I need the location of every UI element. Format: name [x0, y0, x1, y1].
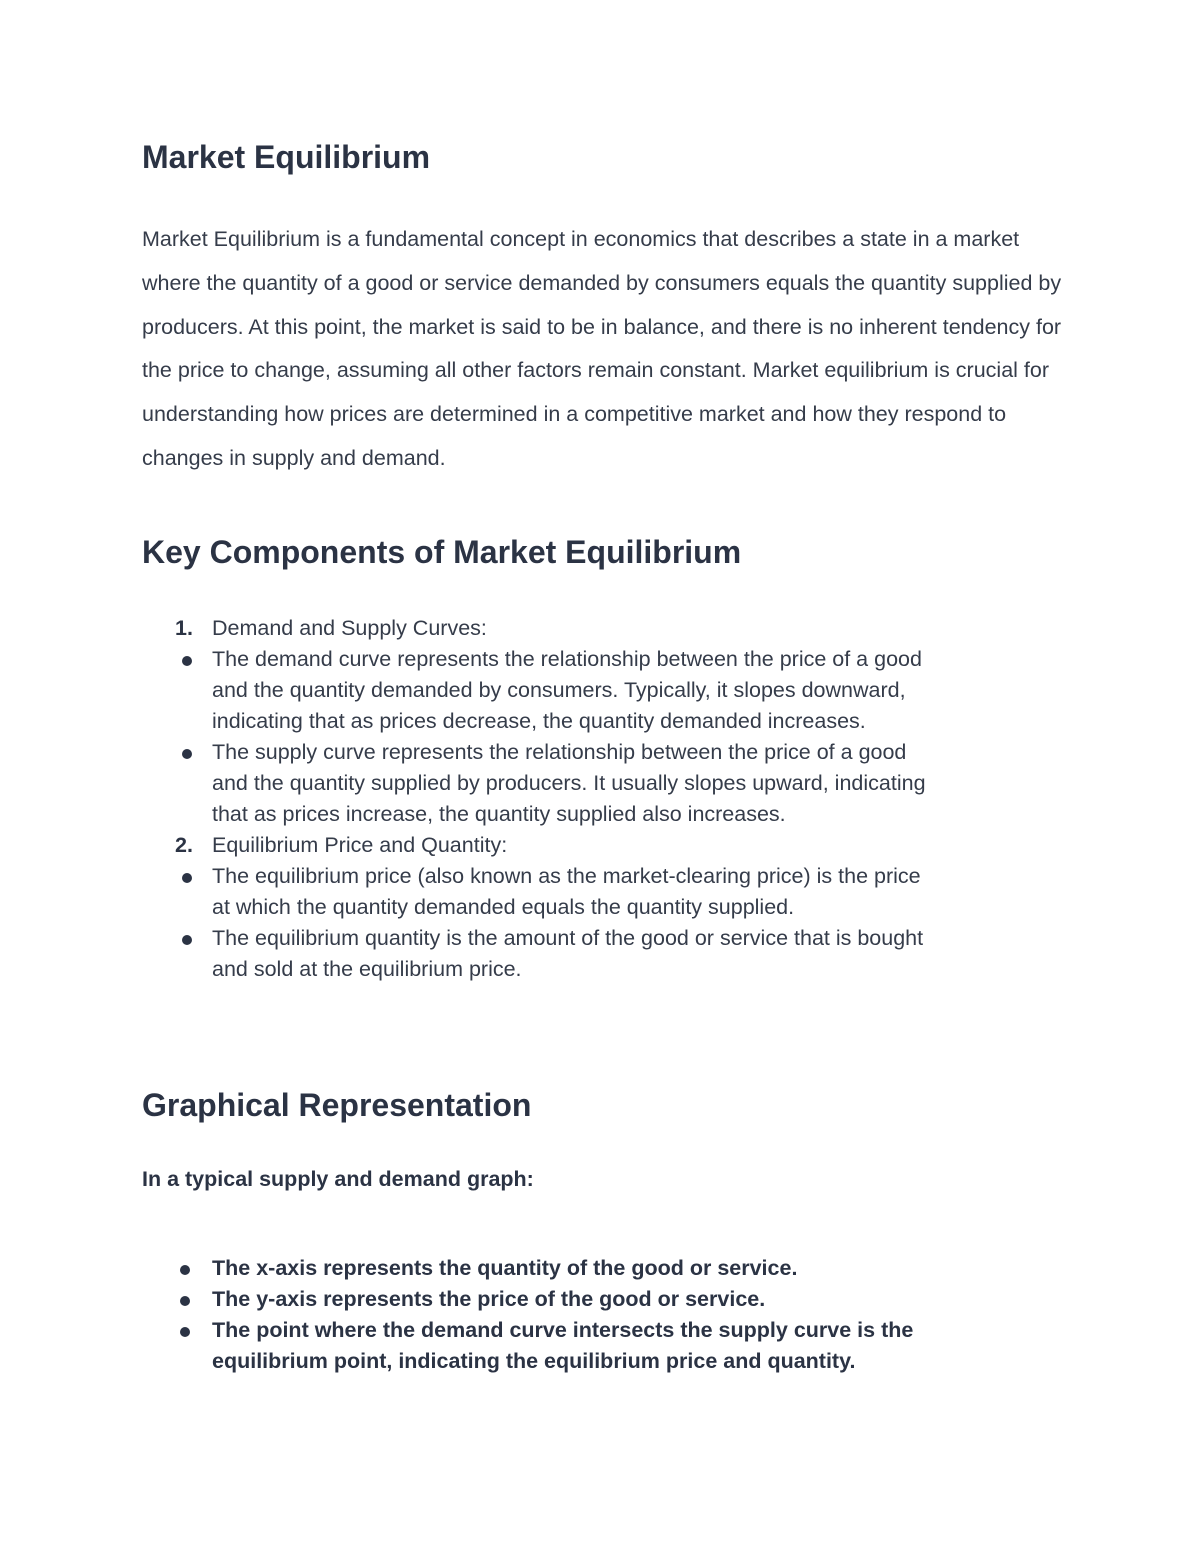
- list-item: [142, 923, 928, 985]
- list-item-text: The point where the demand curve intersects the supply curve is the equilibrium point, indicating the equilibrium price and quantity.: [212, 1318, 914, 1373]
- list-item: [142, 737, 928, 830]
- bullet-icon: [182, 656, 192, 666]
- bullet-icon: [182, 873, 192, 883]
- page-title: Market Equilibrium: [142, 139, 431, 175]
- key-components-list: [142, 613, 1062, 985]
- list-item: [142, 1284, 1002, 1315]
- bullet-icon: [180, 1327, 190, 1337]
- section-heading-key-components: Key Components of Market Equilibrium: [142, 534, 742, 570]
- intro-paragraph: Market Equilibrium is a fundamental concept in economics that describes a state in a market where the quantity of a good or service demanded by consumers equals the quantity supplied by producers. At this point, the market is said to be in balance, and there is no inherent tendency for the price to change, assuming all other factors remain constant. Market equilibrium is crucial for understanding how prices are determined in a competitive market and how they respond to changes in supply and demand.: [142, 227, 1062, 470]
- bullet-icon: [180, 1296, 190, 1306]
- list-item-text: The y-axis represents the price of the good or service.: [212, 1287, 766, 1311]
- list-item: [142, 1253, 1002, 1284]
- bullet-icon: [182, 749, 192, 759]
- graph-intro: In a typical supply and demand graph:: [142, 1167, 534, 1191]
- graph-points-list: [142, 1253, 1002, 1377]
- list-number: 1.: [175, 616, 193, 640]
- list-item-label: Equilibrium Price and Quantity:: [212, 833, 508, 857]
- list-number: 2.: [175, 833, 193, 857]
- list-item: [142, 613, 1062, 644]
- list-item: [142, 644, 928, 737]
- bullet-icon: [180, 1265, 190, 1275]
- list-item: [142, 830, 1062, 861]
- list-item-text: The supply curve represents the relationship between the price of a good and the quantity supplied by producers. It usually slopes upward, indicating that as prices increase, the quantity supplied also increases.: [212, 740, 926, 826]
- list-item-text: The equilibrium price (also known as the market-clearing price) is the price at which the quantity demanded equals the quantity supplied.: [212, 864, 921, 919]
- bullet-icon: [182, 935, 192, 945]
- list-item-text: The demand curve represents the relationship between the price of a good and the quantity demanded by consumers. Typically, it slopes downward, indicating that as prices decrease, the quantity demanded increases.: [212, 647, 922, 733]
- list-item-text: The equilibrium quantity is the amount of the good or service that is bought and sold at the equilibrium price.: [212, 926, 924, 981]
- list-item-label: Demand and Supply Curves:: [212, 616, 487, 640]
- list-item-text: The x-axis represents the quantity of the good or service.: [212, 1256, 798, 1280]
- list-item: [142, 861, 928, 923]
- section-heading-graphical-representation: Graphical Representation: [142, 1087, 532, 1123]
- list-item: [142, 1315, 1002, 1377]
